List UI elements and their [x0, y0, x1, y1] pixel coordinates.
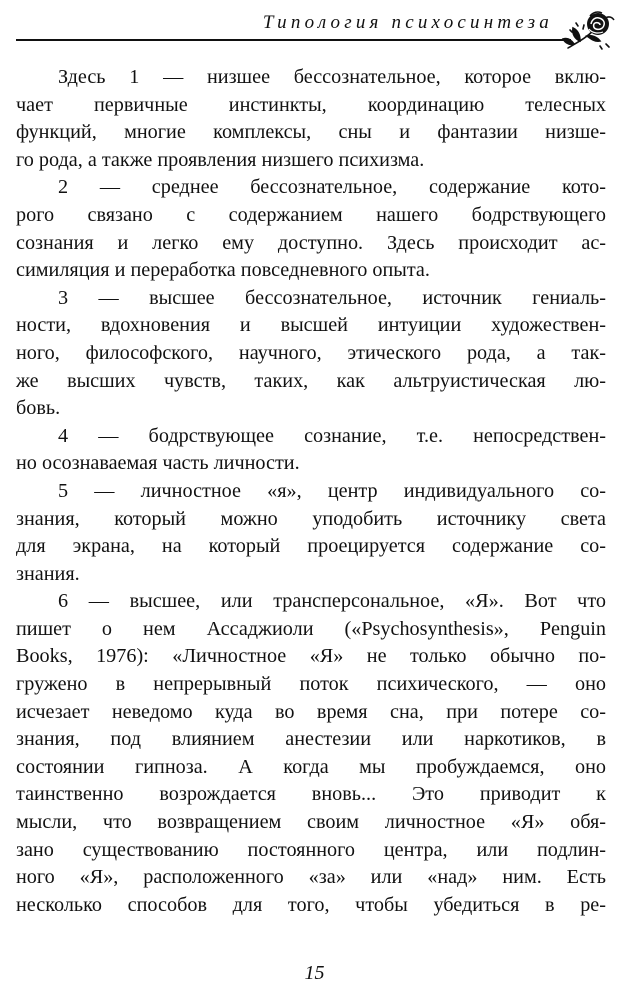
body-text: [16, 64, 606, 919]
text-line: гружено в непрерывный поток психического, — оно: [16, 673, 606, 696]
text-line: 2 — среднее бессознательное, содержание кото-: [58, 176, 606, 199]
text-line: пишет о нем Ассаджиоли («Psychosynthesis», Penguin: [16, 617, 606, 640]
paragraph-6: [16, 588, 606, 919]
paragraph-3: [16, 285, 606, 423]
text-line: таинственно возрождается вновь... Это приводит к: [16, 783, 606, 806]
paragraph-1: [16, 64, 606, 174]
text-line: для экрана, на который проецируется содержание со-: [16, 535, 606, 558]
running-title: Типология психосинтеза: [262, 12, 553, 33]
paragraph-5: [16, 478, 606, 588]
text-line: 4 — бодрствующее сознание, т.е. непосредствен-: [58, 424, 606, 447]
paragraph-4: [16, 423, 606, 478]
text-line: знания, под влиянием анестезии или наркотиков, в: [16, 728, 606, 751]
text-line: 6 — высшее, или трансперсональное, «Я». Вот что: [58, 590, 606, 613]
text-line: 3 — высшее бессознательное, источник гениаль-: [58, 286, 606, 309]
text-line: рого связано с содержанием нашего бодрствующего: [16, 203, 606, 226]
text-line: ного «Я», расположенного «за» или «над» ним. Есть: [16, 866, 606, 889]
running-header: [0, 0, 629, 58]
text-line: состоянии гипноза. А когда мы пробуждаемся, оно: [16, 755, 606, 778]
text-line: Books, 1976): «Личностное «Я» не только обычно по-: [16, 645, 606, 668]
text-line: ного, философского, научного, этического рода, а так-: [16, 341, 606, 364]
text-line: бовь.: [16, 397, 61, 420]
text-line: 5 — личностное «я», центр индивидуального со-: [58, 479, 606, 502]
text-line: несколько способов для того, чтобы убедиться в ре-: [16, 893, 606, 916]
text-line: мысли, что возвращением своим личностное «Я» обя-: [16, 811, 606, 834]
header-rule: [16, 39, 571, 41]
paragraph-2: [16, 174, 606, 284]
text-line: функций, многие комплексы, сны и фантазии низше-: [16, 121, 606, 144]
text-line: ности, вдохновения и высшей интуиции художествен-: [16, 314, 606, 337]
text-line: Здесь 1 — низшее бессознательное, которое вклю-: [58, 66, 606, 88]
text-line: го рода, а также проявления низшего психизма.: [16, 148, 425, 171]
text-line: чает первичные инстинкты, координацию телесных: [16, 93, 606, 116]
text-line: знания.: [16, 562, 80, 585]
text-line: исчезает неведомо куда во время сна, при потере со-: [16, 700, 606, 723]
text-line: зано существованию постоянного центра, или подлин-: [16, 838, 606, 861]
text-line: сознания и легко ему доступно. Здесь происходит ас-: [16, 231, 606, 254]
text-line: же высших чувств, таких, как альтруистическая лю-: [16, 369, 606, 392]
text-line: симиляция и переработка повседневного опыта.: [16, 259, 430, 282]
rose-ornament-icon: [560, 8, 616, 54]
text-line: знания, который можно уподобить источнику света: [16, 507, 606, 530]
text-line: но осознаваемая часть личности.: [16, 452, 300, 475]
page-number: 15: [304, 962, 325, 984]
